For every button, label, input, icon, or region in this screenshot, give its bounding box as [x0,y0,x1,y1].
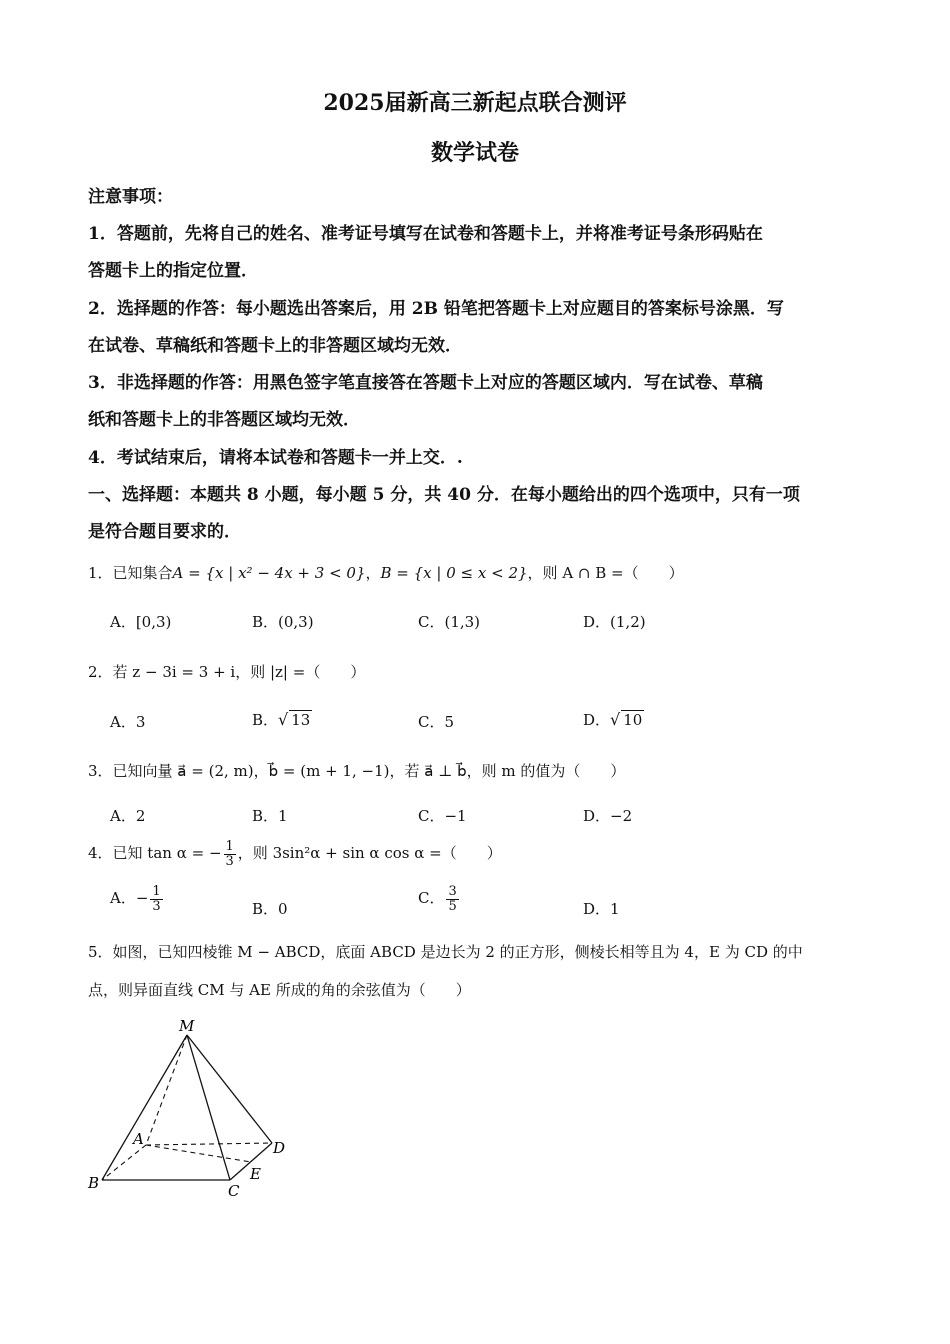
question-2-option-d-radicand: 10 [623,711,643,729]
edge-MA [146,1035,187,1145]
question-1-ask: ，则 A ∩ B =（ ） [527,564,684,582]
question-2-option-a: A．3 [110,713,146,731]
exam-subtitle: 数学试卷 [430,140,519,166]
question-2-option-d-label: D． [583,711,611,729]
question-4-prefix: 4．已知 tan α = − [88,844,222,863]
question-1-set-a: A = {x | x² − 4x + 3 < 0} [172,564,366,582]
edge-AD [146,1143,272,1145]
question-5-line-2: 点，则异面直线 CM 与 AE 所成的角的余弦值为（ ） [88,981,471,999]
question-4-option-a: A．− $\frac{1}{3}$ [110,884,161,914]
question-3-option-a: A．2 [110,807,146,825]
label-D: D [273,1139,286,1157]
pyramid-figure [80,1010,310,1200]
question-2-option-b-label: B． [252,711,279,729]
section-1-line-2: 是符合题目要求的． [88,522,241,542]
question-1-option-d: D．(1,2) [583,613,646,631]
question-4 [88,840,502,868]
question-3: 3．已知向量 a⃗ = (2, m)，b⃗ = (m + 1, −1)，若 a⃗ ⊥ b⃗，则 m 的值为（ ） [88,762,626,780]
section-1-line-1: 一、选择题：本题共 8 小题，每小题 5 分，共 40 分．在每小题给出的四个选项中，只有一项 [88,485,800,505]
question-4-fraction: $\frac{1}{3}$ [225,839,234,869]
notice-item-4: 4．考试结束后，请将本试卷和答题卡一并上交．. [88,448,463,468]
label-C: C [228,1182,240,1200]
question-1-option-c: C．(1,3) [418,613,481,631]
edge-MC [187,1035,230,1180]
question-4-option-b: B．0 [252,900,288,918]
exam-title: 2025届新高三新起点联合测评 [323,90,627,116]
question-3-option-c: C．−1 [418,807,467,825]
notice-item-1-line-1: 1．答题前，先将自己的姓名、准考证号填写在试卷和答题卡上，并将准考证号条形码贴在 [88,224,763,244]
segment-AE [146,1145,251,1162]
question-3-option-d: D．−2 [583,807,633,825]
notice-item-1-line-2: 答题卡上的指定位置． [88,261,258,281]
notice-item-3-line-2: 纸和答题卡上的非答题区域均无效． [88,410,360,430]
question-4-option-c-fraction: $\frac{3}{5}$ [448,884,457,914]
question-1-option-b: B．(0,3) [252,613,314,631]
question-4-option-c: C． $\frac{3}{5}$ [418,884,457,914]
question-2-option-b: B．√ 13 [252,710,311,729]
question-2-option-b-radicand: 13 [291,711,311,729]
question-4-suffix: ，则 3sin²α + sin α cos α =（ ） [237,844,502,863]
question-2: 2．若 z − 3i = 3 + i，则 |z| =（ ） [88,663,366,681]
question-1-prefix: 1．已知集合 [88,564,173,582]
edge-MB [102,1035,187,1180]
question-1-comma: ， [365,564,381,582]
question-1-option-a: A．[0,3) [110,613,172,631]
question-1 [88,562,684,583]
question-2-option-c: C．5 [418,713,455,731]
label-E: E [250,1165,261,1183]
notice-heading: 注意事项： [88,187,173,207]
question-4-option-d: D．1 [583,900,620,918]
label-M: M [179,1017,195,1035]
question-4-option-a-fraction: $\frac{1}{3}$ [152,884,161,914]
label-A: A [133,1130,144,1148]
edge-MD [187,1035,272,1143]
notice-item-2-line-1: 2．选择题的作答：每小题选出答案后，用 2B 铅笔把答题卡上对应题目的答案标号涂黑．写 [88,299,784,319]
question-5-line-1: 5．如图，已知四棱锥 M − ABCD，底面 ABCD 是边长为 2 的正方形，侧棱长相等且为 4，E 为 CD 的中 [88,943,803,961]
label-B: B [88,1174,100,1192]
question-2-option-d: D．√ 10 [583,710,643,729]
edge-AB [102,1145,146,1180]
question-1-set-b: B = {x | 0 ≤ x < 2} [380,564,528,582]
notice-item-2-line-2: 在试卷、草稿纸和答题卡上的非答题区域均无效． [88,336,462,356]
question-3-option-b: B．1 [252,807,288,825]
notice-item-3-line-1: 3．非选择题的作答：用黑色签字笔直接答在答题卡上对应的答题区域内．写在试卷、草稿 [88,373,763,393]
